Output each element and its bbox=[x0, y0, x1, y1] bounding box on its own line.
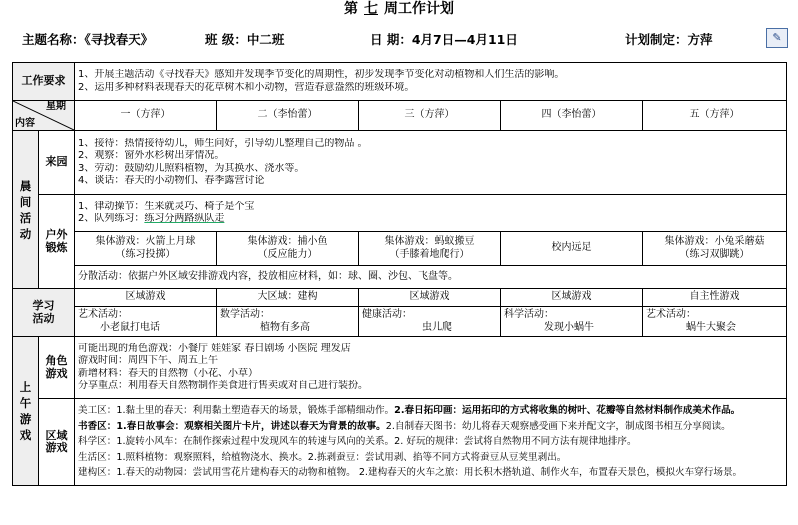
edit-icon[interactable]: ✎ bbox=[766, 28, 788, 48]
outdoor-game-2: 集体游戏：捕小鱼 （反应能力） bbox=[217, 232, 359, 266]
morning-label: 晨间活动 bbox=[13, 131, 39, 289]
arrival-content: 1、接待：热情接待幼儿，师生问好，引导幼儿整理自己的物品 。 2、观察：窗外水杉树出芽情况。 3、劳动：鼓励幼儿照料植物，为其换水、浇水等。 4、谈话：春天的小动物们、春季露营讨论 bbox=[75, 131, 787, 195]
outdoor-game-3: 集体游戏：蚂蚁搬豆 （手膝着地爬行） bbox=[359, 232, 501, 266]
requirements-label: 工作要求 bbox=[13, 63, 75, 101]
role-play-label: 角色游戏 bbox=[39, 337, 75, 399]
day-header-5: 五（方萍） bbox=[643, 101, 787, 131]
day-header-4: 四（李怡蕾） bbox=[501, 101, 643, 131]
requirements-content: 1、开展主题活动《寻找春天》感知并发现季节变化的周期性，初步发现季节变化对动植物和人们生活的影响。 2、运用多种材料表现春天的花草树木和小动物，营造春意盎然的班级环境。 bbox=[75, 63, 787, 101]
study-area-4: 区域游戏 bbox=[501, 289, 643, 307]
corner-header: 星期 内容 bbox=[13, 101, 75, 131]
day-header-1: 一（方萍） bbox=[75, 101, 217, 131]
study-item-5: 艺术活动： 蜗牛大聚会 bbox=[643, 307, 787, 337]
study-item-1: 艺术活动： 小老鼠打电话 bbox=[75, 307, 217, 337]
weekly-plan-table bbox=[12, 62, 787, 486]
forenoon-label: 上午游戏 bbox=[13, 337, 39, 486]
study-area-3: 区域游戏 bbox=[359, 289, 501, 307]
page-title: 第 七 周工作计划 bbox=[344, 1, 454, 17]
study-area-1: 区域游戏 bbox=[75, 289, 217, 307]
week-number: 七 bbox=[364, 1, 378, 17]
area-play-label: 区域游戏 bbox=[39, 399, 75, 486]
outdoor-game-5: 集体游戏：小兔采蘑菇 （练习双脚跳） bbox=[643, 232, 787, 266]
area-play-content: 美工区：1.黏土里的春天：利用黏土塑造春天的场景，锻炼手部精细动作。2.春日拓印画：运用拓印的方式将收集的树叶、花瓣等自然材料制作成美术作品。 书香区：1.春日故事会：观察相关图片卡片，讲述以春天为背景的故事。2.自制春天图书：幼儿将春天观察感受画下来并配文字，制成图书相互分享阅读。 科学区：1.旋转小风车：在制作探索过程中发现风车的转速与风向的关系。2. 好玩的规律：尝试将自然物用不同方法有规律地排序。 生活区：1.照料植物：观察照料，给植物浇水、换水。2.拣剥蚕豆：尝试用剥、掐等不同方式将蚕豆从豆荚里剥出。 建构区：1.春天的动物园：尝试用雪花片建构春天的动物和植物。 2.建构春天的火车之旅：用长积木搭轨道、制作火车，布置春天景色，模拟火车穿行场景。 bbox=[75, 399, 787, 486]
outdoor-game-1: 集体游戏：火箭上月球 （练习投掷） bbox=[75, 232, 217, 266]
study-label: 学习活动 bbox=[13, 289, 75, 337]
study-area-5: 自主性游戏 bbox=[643, 289, 787, 307]
class-name: 班 级：中二班 bbox=[205, 32, 285, 47]
scattered-activity: 分散活动：依据户外区域安排游戏内容，投放相应材料，如：球、圈、沙包、飞盘等。 bbox=[75, 266, 787, 289]
arrival-label: 来园 bbox=[39, 131, 75, 195]
study-item-3: 健康活动： 虫儿爬 bbox=[359, 307, 501, 337]
day-header-3: 三（方萍） bbox=[359, 101, 501, 131]
date-range: 日 期：4月7日—4月11日 bbox=[370, 32, 518, 47]
study-item-4: 科学活动： 发现小蜗牛 bbox=[501, 307, 643, 337]
day-header-2: 二（李怡蕾） bbox=[217, 101, 359, 131]
study-item-2: 数学活动： 植物有多高 bbox=[217, 307, 359, 337]
outdoor-content: 1、律动操节：生来就灵巧、椅子是个宝 2、队列练习：练习分两路纵队走 bbox=[75, 195, 787, 232]
study-area-2: 大区域：建构 bbox=[217, 289, 359, 307]
outdoor-game-4: 校内远足 bbox=[501, 232, 643, 266]
outdoor-label: 户外锻炼 bbox=[39, 195, 75, 289]
role-play-content: 可能出现的角色游戏：小餐厅 娃娃家 春日剧场 小医院 理发店 游戏时间：周四下午、周五上午 新增材料：春天的自然物（小花、小草） 分享重点：利用春天自然物制作美食进行售卖或对自己进行装扮。 bbox=[75, 337, 787, 399]
theme-name: 主题名称：《寻找春天》 bbox=[22, 32, 154, 47]
planner: 计划制定：方萍 bbox=[625, 32, 713, 47]
